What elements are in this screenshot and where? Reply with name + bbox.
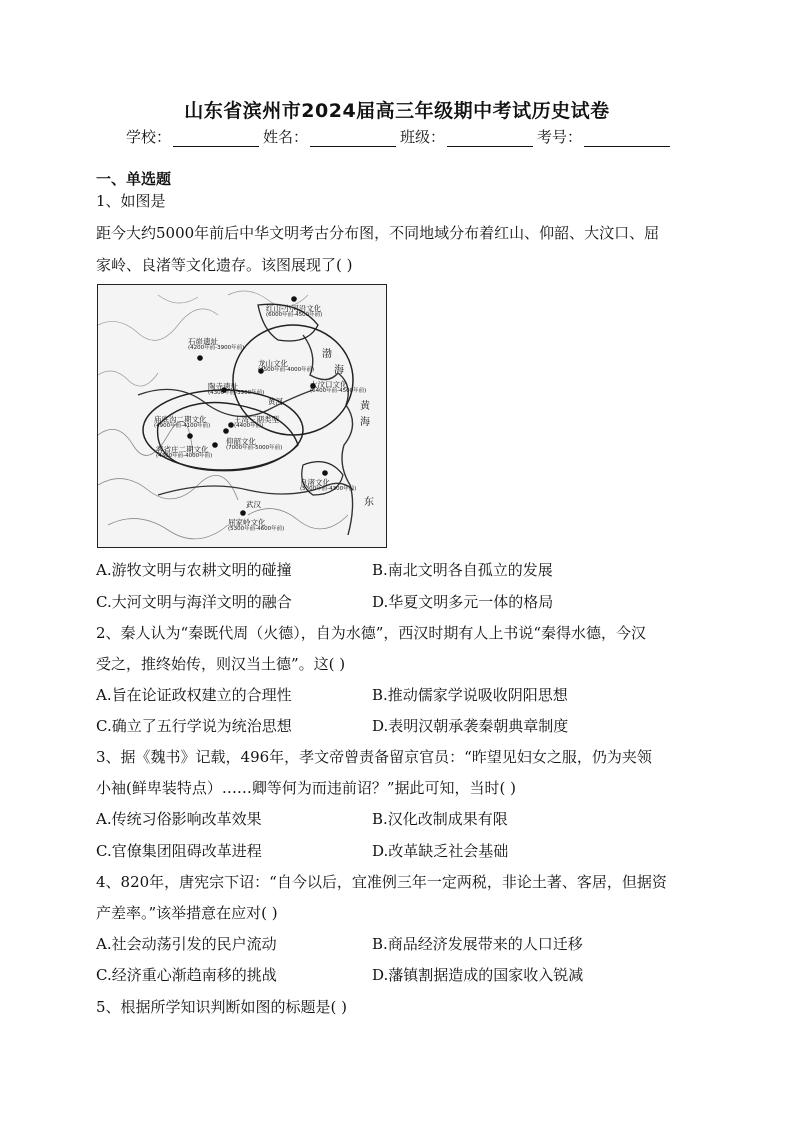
keshengzhuang-name: 客省庄二期文化 bbox=[156, 445, 209, 454]
keshengzhuang-date: (4300年前-4000年前) bbox=[156, 452, 213, 459]
sea-label-hai: 海 bbox=[360, 417, 370, 428]
map-label-shimao bbox=[188, 338, 244, 351]
map-label-keshengzhuang bbox=[156, 446, 212, 459]
qujialing-name: 屈家岭文化 bbox=[228, 518, 266, 527]
q3-option-c[interactable]: C.官僚集团阻碍改革进程 bbox=[96, 842, 262, 860]
wangwan-date: (4400年前) bbox=[234, 422, 264, 429]
dawenkou-name: 大汶口文化 bbox=[310, 380, 348, 389]
map-label-yangshao bbox=[226, 438, 282, 451]
q2-option-d[interactable]: D.表明汉朝承袭秦朝典章制度 bbox=[372, 717, 569, 735]
longshan-date: (4500年前-4000年前) bbox=[258, 366, 315, 373]
map-label-liangzhu bbox=[300, 479, 356, 492]
section-title: 一、单选题 bbox=[96, 170, 172, 188]
q4-option-b[interactable]: B.商品经济发展带来的人口迁移 bbox=[372, 935, 583, 953]
q4-option-d[interactable]: D.藩镇割据造成的国家收入锐减 bbox=[372, 966, 584, 984]
student-info-row bbox=[126, 126, 674, 147]
hongshan-name: 红山-小河沿文化 bbox=[266, 304, 322, 313]
map-label-yellow-river: 黄河 bbox=[268, 397, 283, 406]
q1-line3: 家岭、良渚等文化遗存。该图展现了( ) bbox=[96, 256, 353, 274]
taosi-name: 陶寺遗址 bbox=[208, 382, 238, 391]
q4-line2: 产差率。”该举措意在应对( ) bbox=[96, 904, 278, 922]
exam-title: 山东省滨州市2024届高三年级期中考试历史试卷 bbox=[184, 100, 610, 122]
map-label-dawenkou bbox=[310, 381, 366, 394]
q1-line1: 1、如图是 bbox=[96, 192, 166, 210]
liangzhu-name: 良渚文化 bbox=[300, 478, 330, 487]
q3-option-d[interactable]: D.改革缺乏社会基础 bbox=[372, 842, 509, 860]
name-label: 姓名： bbox=[263, 128, 309, 146]
q3-line2: 小袖(鲜卑装特点）……卿等何为而违前诏？”据此可知，当时( ) bbox=[96, 779, 516, 797]
q3-option-a[interactable]: A.传统习俗影响改革效果 bbox=[96, 810, 262, 828]
map-label-hongshan bbox=[266, 305, 322, 318]
map-label-miaodigou bbox=[154, 416, 210, 429]
sea-label-bo: 渤 bbox=[322, 349, 332, 360]
taosi-date: (4300年前-3900年前) bbox=[208, 389, 265, 396]
sea-label-dong: 东 bbox=[364, 497, 374, 508]
q3-line1: 3、据《魏书》记载，496年，孝文帝曾责备留京官员：“昨望见妇女之服，仍为夹领 bbox=[96, 748, 652, 766]
shimao-date: (4200年前-3900年前) bbox=[188, 344, 245, 351]
q1-option-b[interactable]: B.南北文明各自孤立的发展 bbox=[372, 561, 553, 579]
miaodigou-name: 庙底沟二期文化 bbox=[154, 415, 207, 424]
q4-option-a[interactable]: A.社会动荡引发的民户流动 bbox=[96, 935, 277, 953]
q2-option-c[interactable]: C.确立了五行学说为统治思想 bbox=[96, 717, 292, 735]
school-label: 学校： bbox=[126, 128, 172, 146]
q4-option-c[interactable]: C.经济重心渐趋南移的挑战 bbox=[96, 966, 277, 984]
yangshao-name: 仰韶文化 bbox=[226, 437, 256, 446]
q2-option-b[interactable]: B.推动儒家学说吸收阴阳思想 bbox=[372, 686, 568, 704]
q3-option-b[interactable]: B.汉化改制成果有限 bbox=[372, 810, 508, 828]
q5-line1: 5、根据所学知识判断如图的标题是( ) bbox=[96, 998, 348, 1016]
q1-line2: 距今大约5000年前后中华文明考古分布图，不同地域分布着红山、仰韶、大汶口、屈 bbox=[96, 224, 660, 242]
q1-option-a[interactable]: A.游牧文明与农耕文明的碰撞 bbox=[96, 561, 292, 579]
liangzhu-date: (5300年前-4300年前) bbox=[300, 485, 357, 492]
class-label: 班级： bbox=[400, 128, 446, 146]
q2-option-a[interactable]: A.旨在论证政权建立的合理性 bbox=[96, 686, 292, 704]
map-label-taosi bbox=[208, 383, 264, 396]
sea-label-bo-hai: 海 bbox=[334, 365, 344, 376]
map-label-wangwan bbox=[234, 416, 279, 429]
hongshan-date: (6000年前-4500年前) bbox=[266, 311, 323, 318]
name-blank[interactable] bbox=[310, 130, 396, 147]
dawenkou-date: (6400年前-4500年前) bbox=[310, 387, 367, 394]
sea-label-huang: 黄 bbox=[360, 401, 370, 412]
exam-no-blank[interactable] bbox=[584, 130, 670, 147]
exam-no-label: 考号： bbox=[537, 128, 583, 146]
archaeology-map bbox=[97, 284, 387, 548]
longshan-name: 龙山文化 bbox=[258, 359, 288, 368]
q1-option-c[interactable]: C.大河文明与海洋文明的融合 bbox=[96, 593, 292, 611]
yangshao-date: (7000年前-5000年前) bbox=[226, 444, 283, 451]
map-label-qujialing bbox=[228, 519, 284, 532]
q2-line2: 受之，推终始传，则汉当土德”。这( ) bbox=[96, 655, 346, 673]
map-label-wuhan: 武汉 bbox=[246, 500, 261, 509]
shimao-name: 石峁遗址 bbox=[188, 337, 218, 346]
class-blank[interactable] bbox=[447, 130, 533, 147]
miaodigou-date: (4900年前-4100年前) bbox=[154, 422, 211, 429]
map-label-longshan bbox=[258, 360, 314, 373]
q1-option-d[interactable]: D.华夏文明多元一体的格局 bbox=[372, 593, 554, 611]
q2-line1: 2、秦人认为“秦既代周（火德），自为水德”，西汉时期有人上书说“秦得水德，今汉 bbox=[96, 624, 647, 642]
wangwan-name: 王湾三期类型 bbox=[234, 415, 279, 424]
qujialing-date: (5300年前-4600年前) bbox=[228, 525, 285, 532]
q4-line1: 4、820年，唐宪宗下诏：“自今以后，宜准例三年一定两税，非论土著、客居，但据资 bbox=[96, 873, 667, 891]
school-blank[interactable] bbox=[173, 130, 259, 147]
